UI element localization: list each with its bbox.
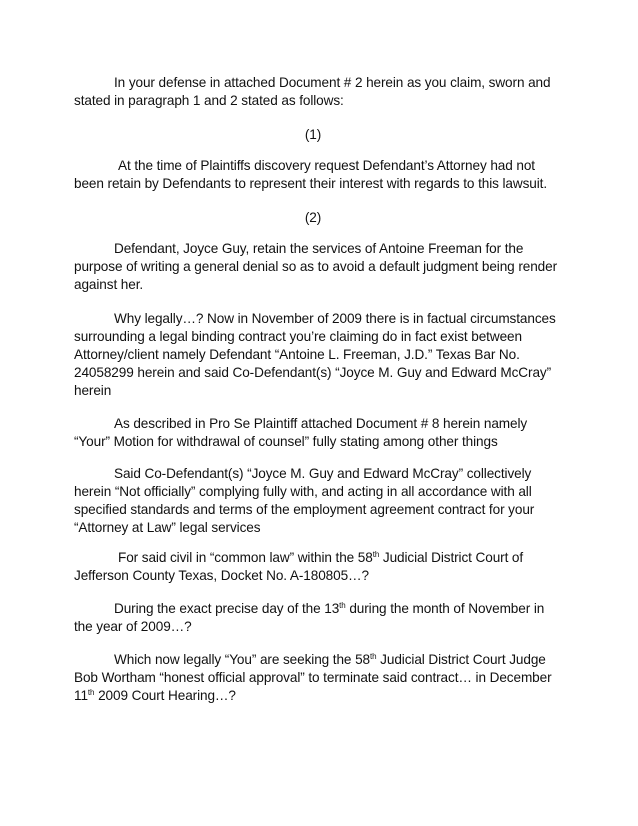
text-line: surrounding a legal binding contract you’re claiming do in fact exist between [74, 329, 522, 344]
text-line: Defendant, Joyce Guy, retain the services of Antoine Freeman for the [114, 241, 524, 256]
text-line: Judicial District Court of [379, 550, 524, 565]
text-line: 24058299 herein and said Co-Defendant(s) “Joyce M. Guy and Edward McCray” [74, 365, 552, 380]
superscript: th [339, 601, 346, 610]
text-line: herein “Not officially” complying fully with, and acting in all accordance with all [74, 484, 532, 499]
paragraph-item-2 [74, 240, 568, 294]
text-line: At the time of Plaintiffs discovery request Defendant’s Attorney had not [118, 158, 535, 173]
text-line: against her. [74, 277, 144, 292]
text-line: In your defense in attached Document # 2 herein as you claim, sworn and [114, 75, 551, 90]
text-line: “Your” Motion for withdrawal of counsel” fully stating among other things [74, 434, 498, 449]
paragraph-exact-day [74, 600, 568, 636]
text-line: herein [74, 383, 112, 398]
text-line: As described in Pro Se Plaintiff attached Document # 8 herein namely [114, 416, 528, 431]
text-line: Bob Wortham “honest official approval” to terminate said contract… in December [74, 670, 552, 685]
text-line: 2009 Court Hearing…? [94, 688, 236, 703]
text-line: 11 [74, 688, 88, 703]
paragraph-common-law [74, 549, 568, 585]
superscript: th [372, 550, 380, 559]
paragraph-document-8 [74, 415, 568, 451]
text-line: specified standards and terms of the employment agreement contract for your [74, 502, 535, 517]
text-line: For said civil in “common law” within the 58 [118, 550, 373, 565]
text-line: during the month of November in [345, 601, 545, 616]
text-line: Said Co-Defendant(s) “Joyce M. Guy and Edward McCray” collectively [114, 466, 532, 481]
text-line: Judicial District Court Judge [376, 652, 546, 667]
paragraph-co-defendants [74, 465, 568, 537]
text-line: purpose of writing a general denial so as to avoid a default judgment being render [74, 259, 558, 274]
paragraph-item-1 [74, 157, 568, 193]
text-line: Jefferson County Texas, Docket No. A-180805…? [74, 568, 369, 583]
text-line: During the exact precise day of the 13 [114, 601, 340, 616]
paragraph-why-legally [74, 310, 568, 400]
paragraph-court-hearing [74, 651, 568, 705]
text-line: Attorney/client namely Defendant “Antoine L. Freeman, J.D.” Texas Bar No. [74, 347, 520, 362]
text-line: stated in paragraph 1 and 2 stated as follows: [74, 93, 344, 108]
text-line: Which now legally “You” are seeking the 58 [114, 652, 370, 667]
text-line: the year of 2009…? [74, 619, 192, 634]
text-line: Why legally…? Now in November of 2009 there is in factual circumstances [114, 311, 556, 326]
superscript: th [370, 652, 377, 661]
superscript: th [87, 688, 95, 697]
text-line: been retain by Defendants to represent their interest with regards to this lawsuit. [74, 176, 548, 191]
text-line: “Attorney at Law” legal services [74, 520, 261, 535]
paragraph-defense-claim [74, 74, 568, 110]
paragraph-number-1: (1) [304, 127, 322, 142]
paragraph-number-2: (2) [304, 210, 322, 225]
